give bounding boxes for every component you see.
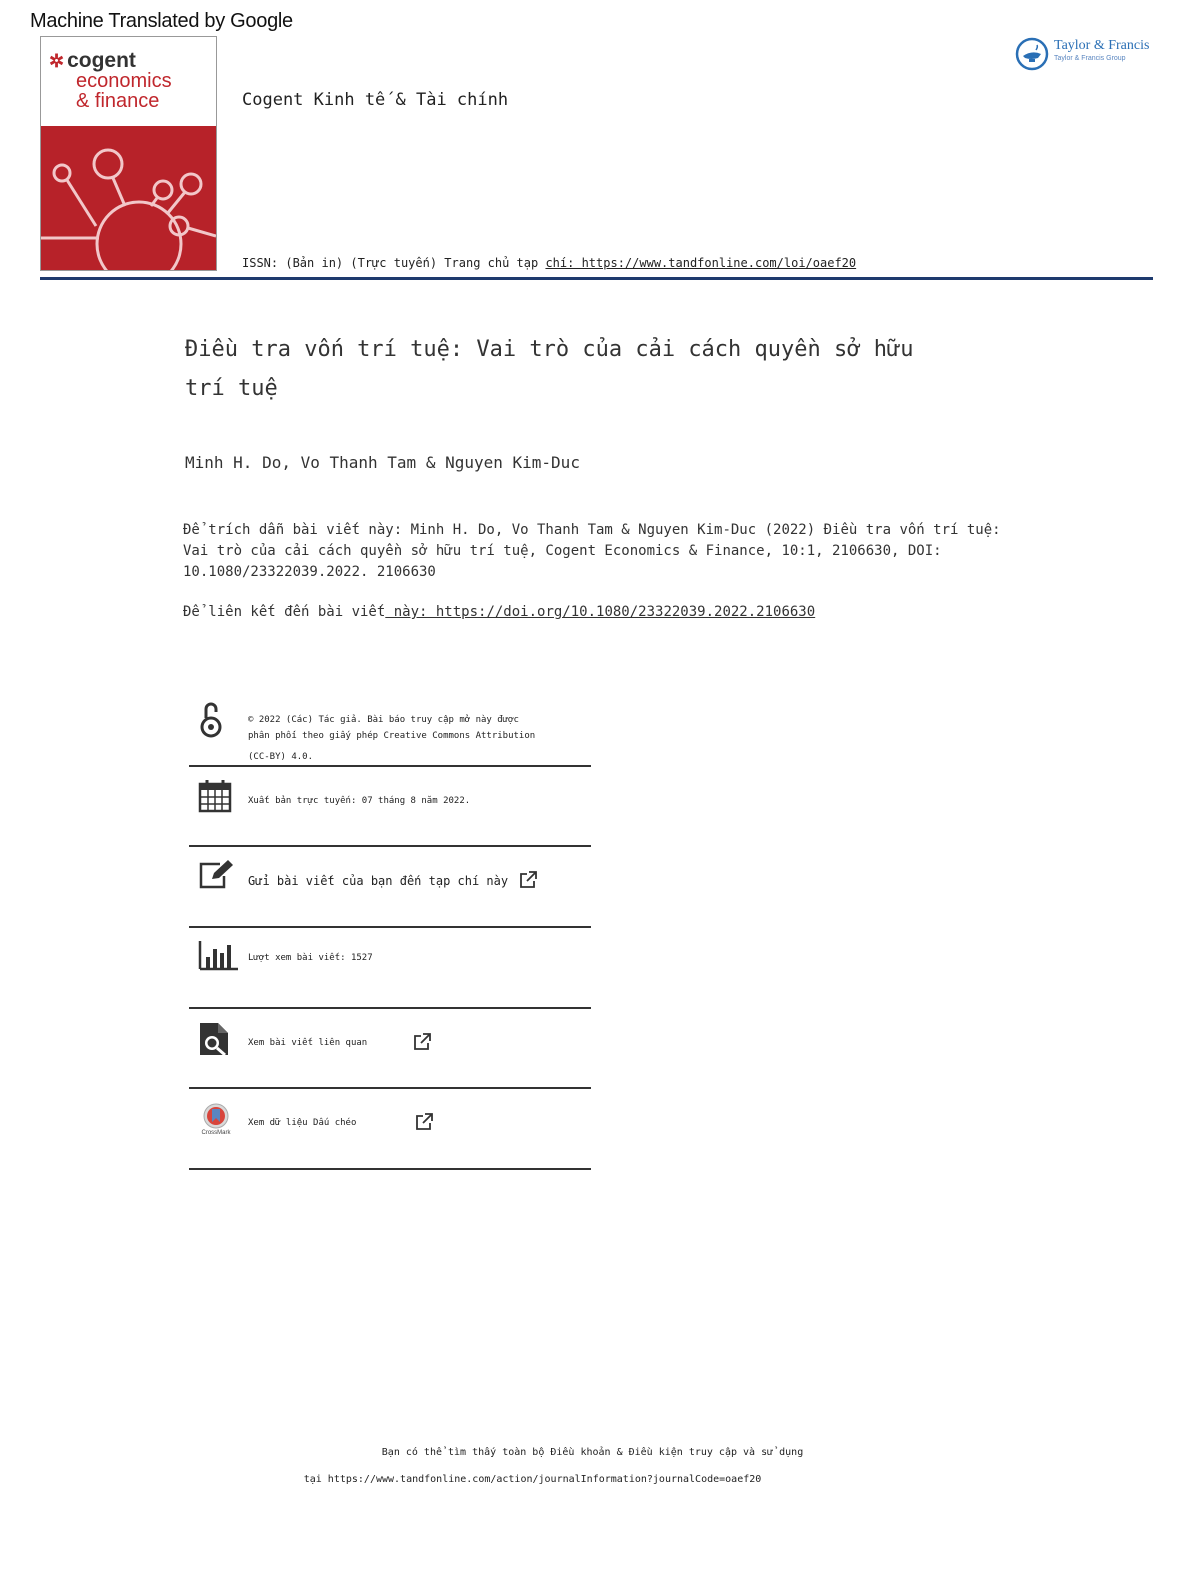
crossmark-logo-text: CrossMark [201,1130,231,1135]
views-row [189,928,591,1009]
machine-translated-banner: Machine Translated by Google [30,10,293,32]
calendar-icon [198,779,232,813]
issn-line [242,256,856,270]
issn-prefix: ISSN: (Bản in) (Trực tuyến) Trang chủ tạp [242,256,539,270]
cover-logo-line2: economics [76,70,172,92]
license-line3: (CC-BY) 4.0. [248,752,314,762]
external-link-icon[interactable] [519,871,537,889]
cover-header [41,37,216,126]
publisher-name: Taylor & Francis [1054,38,1150,53]
article-views: Lượt xem bài viết: 1527 [248,953,373,963]
document-search-icon [198,1021,232,1057]
terms-line2-link[interactable]: tại https://www.tandfonline.com/action/journalInformation?journalCode=oaef20 [303,1474,762,1485]
cogent-star-icon: ✲ [49,51,65,71]
article-link-prefix: Để liên kết đến bài viết [183,604,386,620]
taylor-francis-lamp-icon [1014,36,1050,72]
citation-line2: Vai trò của cải cách quyền sở hữu trí tuệ, Cogent Economics & Finance, 10:1, 2106630, DOI: [183,543,942,559]
cover-artwork [41,126,216,270]
header-divider [40,277,1153,280]
submit-article-link[interactable]: Gửi bài viết của bạn đến tạp chí này [248,874,509,888]
cover-logo [49,51,172,111]
molecule-artwork-icon [41,126,216,270]
crossmark-data-link[interactable]: Xem dữ liệu Dấu chéo [248,1118,357,1128]
submit-row[interactable] [189,847,591,928]
article-authors: Minh H. Do, Vo Thanh Tam & Nguyen Kim-Duc [185,453,580,472]
external-link-icon[interactable] [415,1113,433,1131]
publisher-logo[interactable] [1014,36,1164,72]
license-text [248,712,535,765]
published-date: Xuất bản trực tuyến: 07 tháng 8 năm 2022. [248,796,471,806]
crossmark-icon [198,1103,234,1135]
published-row [189,767,591,847]
license-line2: phân phối theo giấy phép Creative Commons Attribution [248,731,536,741]
crossmark-row[interactable] [189,1089,591,1170]
publisher-group: Taylor & Francis Group [1054,55,1126,62]
doi-link[interactable]: này: https://doi.org/10.1080/23322039.2022.2106630 [385,604,816,620]
license-row [189,695,591,767]
article-link-line [183,604,815,620]
related-articles-link[interactable]: Xem bài viết liên quan [248,1038,368,1048]
journal-cover[interactable] [40,36,217,271]
journal-homepage-link[interactable]: chí: https://www.tandfonline.com/loi/oaef20 [545,256,857,270]
journal-name: Cogent Kinh tế & Tài chính [242,90,509,110]
citation-block [183,520,1043,583]
article-title-line1: Điều tra vốn trí tuệ: Vai trò của cải cách quyền sở hữu [185,337,914,362]
article-title-line2: trí tuệ [185,376,278,401]
cover-logo-line1: cogent [67,49,136,72]
related-row[interactable] [189,1009,591,1089]
external-link-icon[interactable] [413,1033,431,1051]
open-access-icon [198,700,224,740]
citation-line3: 10.1080/23322039.2022. 2106630 [183,564,436,580]
edit-icon [198,860,234,890]
bar-chart-icon [198,941,238,971]
license-line1: © 2022 (Các) Tác giả. Bài báo truy cập mở này được [248,715,519,725]
cover-logo-line3: & finance [76,90,160,112]
terms-line1: Bạn có thể tìm thấy toàn bộ Điều khoản & Điều kiện truy cập và sử dụng [381,1447,804,1458]
article-title [185,330,945,408]
citation-line1: Để trích dẫn bài viết này: Minh H. Do, Vo Thanh Tam & Nguyen Kim-Duc (2022) Điều tra vốn trí tuệ: [183,522,1001,538]
